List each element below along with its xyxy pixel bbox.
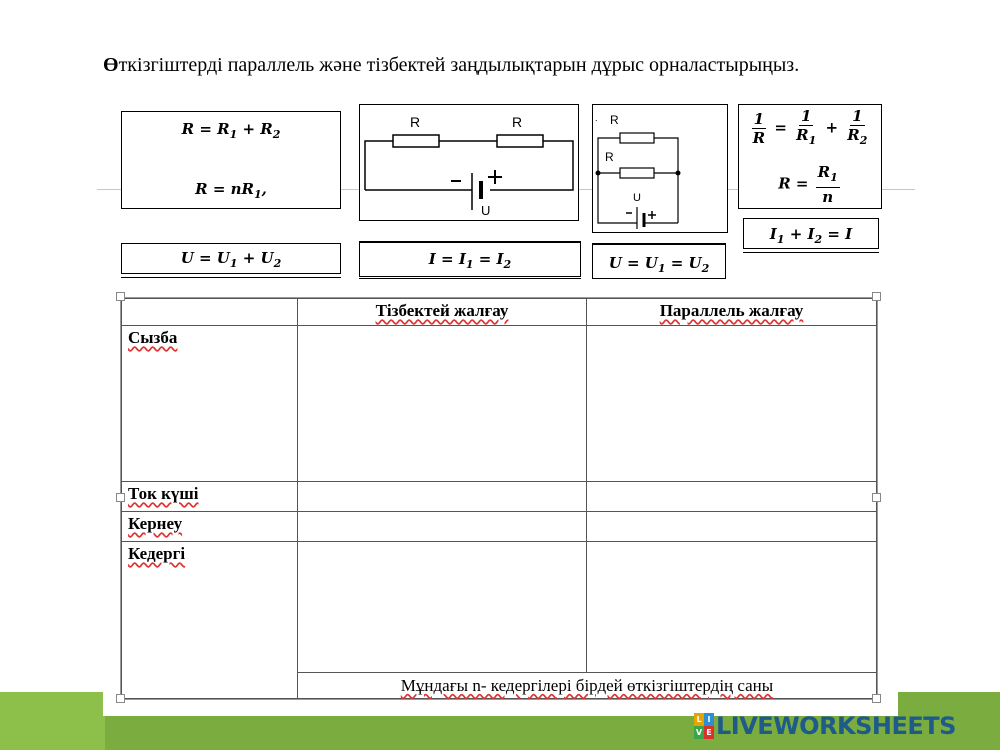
liveworksheets-logo [694,711,956,741]
formula-series-voltage: $U = U_1 + U_2$ [180,249,282,270]
formula-card-parallel-current[interactable] [743,218,879,249]
footer-green-left [0,692,105,750]
row-label-resistance: Кедергі [122,542,298,699]
resize-handle-middle-left[interactable] [116,493,125,502]
series-circuit-diagram [360,105,578,220]
formula-series-resistance-n: $R = nR_1$, [195,180,267,201]
parallel-r2-label: R [605,150,614,164]
row-label-current: Ток күші [122,482,298,512]
instruction-text: Өткізгіштерді параллель және тізбектей заңдылықтарын дұрыс орналастырыңыз. [103,54,800,76]
resize-handle-bottom-right[interactable] [872,694,881,703]
resize-handle-middle-right[interactable] [872,493,881,502]
table-header-empty [122,299,298,326]
row-label-diagram: Сызба [122,326,298,482]
drop-cell-voltage-series[interactable] [298,512,587,542]
resize-handle-bottom-left[interactable] [116,694,125,703]
table-footnote: Мұндағы n- кедергілері бірдей өткізгіштердің саны [298,673,877,699]
drop-cell-diagram-parallel[interactable] [587,326,877,482]
series-circuit-card[interactable] [359,104,579,221]
parallel-resistor-1 [620,133,654,143]
series-resistor-1 [393,135,439,147]
formula-parallel-resistance-n: R = $\frac{R_1}{n}$ [778,163,838,206]
table-header-series: Тізбектей жалғау [298,299,587,326]
parallel-r1-label: R [610,113,619,127]
resize-handle-top-left[interactable] [116,292,125,301]
series-source-label: U [481,203,491,218]
drop-cell-resistance-series[interactable] [298,542,587,673]
parallel-source-label: U [633,192,641,204]
formula-series-resistance-sum: $R = R_1 + R_2$ [181,120,281,141]
formula-card-series-voltage[interactable] [121,243,341,274]
comparison-table-frame [120,297,878,700]
formula-parallel-voltage: $U = U_1 = U_2$ [608,254,710,275]
formula-parallel-current: $I_1 + I_2 = I$ [769,225,853,246]
svg-text:.: . [595,113,598,123]
liveworksheets-logo-text: LIVEWORKSHEETS [716,712,956,740]
series-r1-label: R [410,114,421,130]
formula-series-current: $I = I_1 = I_2$ [428,250,512,271]
drop-cell-diagram-series[interactable] [298,326,587,482]
formula-card-series-current[interactable] [359,241,581,277]
formula-card-parallel-voltage[interactable] [592,243,726,279]
formula-card-series-resistance[interactable] [121,111,341,209]
formula-card-parallel-resistance[interactable] [738,104,882,209]
drop-cell-current-parallel[interactable] [587,482,877,512]
parallel-circuit-card[interactable] [592,104,728,233]
parallel-circuit-diagram [593,105,727,232]
series-resistor-2 [497,135,543,147]
parallel-resistor-2 [620,168,654,178]
drop-cell-voltage-parallel[interactable] [587,512,877,542]
comparison-table [121,298,877,699]
drop-cell-current-series[interactable] [298,482,587,512]
series-r2-label: R [512,114,523,130]
resize-handle-top-right[interactable] [872,292,881,301]
table-header-parallel: Параллель жалғау [587,299,877,326]
drop-cell-resistance-parallel[interactable] [587,542,877,673]
formula-parallel-reciprocal: $\frac{1}{R}$ = $\frac{1}{R_1}$ + $\frac{1}{R_2}$ [752,107,868,147]
row-label-voltage: Кернеу [122,512,298,542]
liveworksheets-logo-mark: L I V E [694,713,714,739]
